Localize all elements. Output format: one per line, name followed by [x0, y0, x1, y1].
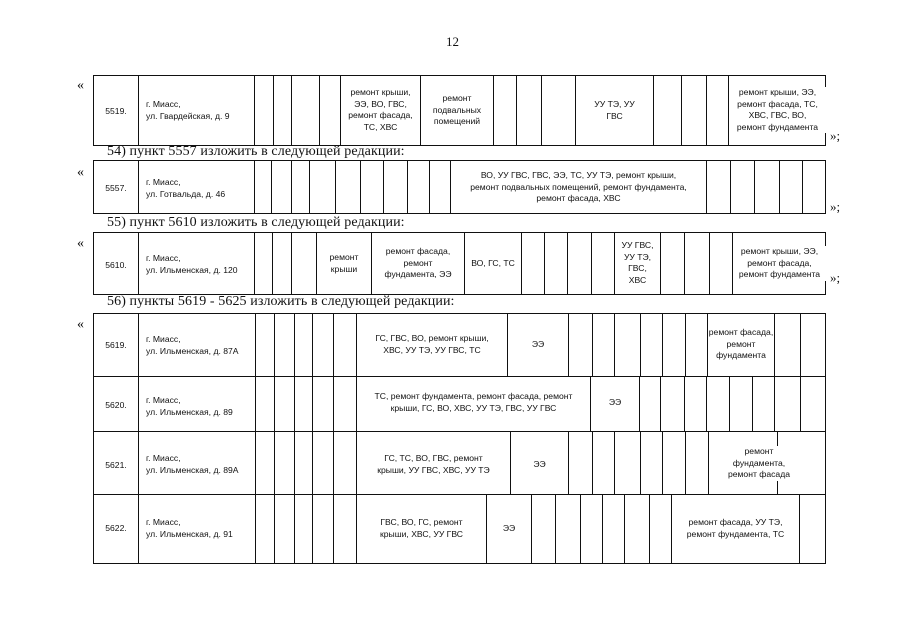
address-city: г. Миасс, — [146, 99, 181, 109]
address-city: г. Миасс, — [146, 517, 181, 527]
quote-open-5519: « — [77, 78, 84, 93]
address-city: г. Миасс, — [146, 395, 181, 405]
work-cell: ремонт крыши, ЭЭ, ремонт фасада, ремонт фундамента — [733, 246, 826, 281]
work-cell: ремонт фасада, УУ ТЭ, ремонт фундамента, ТС — [672, 517, 799, 540]
work-cell: ВО, УУ ГВС, ГВС, ЭЭ, ТС, УУ ТЭ, ремонт крыши, ремонт подвальных помещений, ремонт фундамента, ремонт фасада, ХВС — [451, 170, 706, 205]
item-number: 5621. — [94, 460, 138, 472]
table-row-5557 — [93, 160, 826, 214]
address-street: ул. Гвардейская, д. 9 — [146, 111, 230, 121]
table-row-5610 — [93, 232, 826, 295]
address-street: ул. Ильменская, д. 89 — [146, 407, 233, 417]
work-cell: ЭЭ — [511, 459, 568, 471]
item-number: 5620. — [94, 400, 138, 412]
work-cell: ЭЭ — [508, 339, 568, 351]
work-cell: ремонт крыши, ЭЭ, ремонт фасада, ТС, ХВС, ГВС, ВО, ремонт фундамента — [729, 87, 826, 133]
quote-open-5610: « — [77, 236, 84, 251]
work-cell: ремонт крыши — [317, 252, 371, 275]
work-cell: ремонт подвальных помещений — [421, 93, 493, 128]
quote-open-5557: « — [77, 165, 84, 180]
work-cell: ремонт крыши, ЭЭ, ВО, ГВС, ремонт фасада, ТС, ХВС — [341, 87, 420, 133]
address-city: г. Миасс, — [146, 453, 181, 463]
item-number: 5622. — [94, 523, 138, 535]
address-city: г. Миасс, — [146, 334, 181, 344]
item-number: 5557. — [94, 183, 138, 195]
address-street: ул. Ильменская, д. 91 — [146, 529, 233, 539]
table-row-5621 — [93, 431, 826, 495]
section-heading-55: 55) пункт 5610 изложить в следующей редакции: — [107, 215, 405, 230]
quote-open-5619: « — [77, 317, 84, 332]
address-city: г. Миасс, — [146, 253, 181, 263]
work-cell: ВО, ГС, ТС — [465, 258, 521, 270]
work-cell: ГС, ГВС, ВО, ремонт крыши, ХВС, УУ ТЭ, УУ ГВС, ТС — [357, 333, 507, 356]
section-heading-56: 56) пункты 5619 - 5625 изложить в следующей редакции: — [107, 294, 455, 309]
address-street: ул. Ильменская, д. 120 — [146, 265, 238, 275]
work-cell: УУ ГВС, УУ ТЭ, ГВС, ХВС — [615, 240, 660, 286]
quote-close-5557: »; — [830, 199, 841, 214]
work-cell: ТС, ремонт фундамента, ремонт фасада, ремонт крыши, ГС, ВО, ХВС, УУ ТЭ, ГВС, УУ ГВС — [357, 391, 590, 414]
address-street: ул. Ильменская, д. 87А — [146, 346, 239, 356]
table-row-5620 — [93, 376, 826, 432]
work-cell: ремонт фасада, ремонт фундамента, ЭЭ — [372, 246, 464, 281]
quote-close-5610: »; — [830, 270, 841, 285]
address-city: г. Миасс, — [146, 177, 181, 187]
work-cell: ГС, ТС, ВО, ГВС, ремонт крыши, УУ ГВС, ХВС, УУ ТЭ — [357, 453, 510, 476]
work-cell: ЭЭ — [591, 397, 639, 409]
quote-close-5519: »; — [830, 128, 841, 143]
work-cell: ремонт фундамента, ремонт фасада — [709, 446, 809, 481]
work-cell: ЭЭ — [487, 523, 531, 535]
item-number: 5610. — [94, 260, 138, 272]
table-row-5619 — [93, 313, 826, 377]
work-cell: ремонт фасада, ремонт фундамента — [708, 327, 774, 360]
page-number: 12 — [446, 34, 459, 49]
address-street: ул. Готвальда, д. 46 — [146, 189, 226, 199]
item-number: 5519. — [94, 106, 138, 118]
work-cell: УУ ТЭ, УУ ГВС — [576, 99, 653, 122]
item-number: 5619. — [94, 340, 138, 352]
work-cell: ГВС, ВО, ГС, ремонт крыши, ХВС, УУ ГВС — [357, 517, 486, 540]
address-street: ул. Ильменская, д. 89А — [146, 465, 239, 475]
table-row-5519 — [93, 75, 826, 146]
table-row-5622 — [93, 494, 826, 564]
section-heading-54: 54) пункт 5557 изложить в следующей редакции: — [107, 144, 405, 159]
